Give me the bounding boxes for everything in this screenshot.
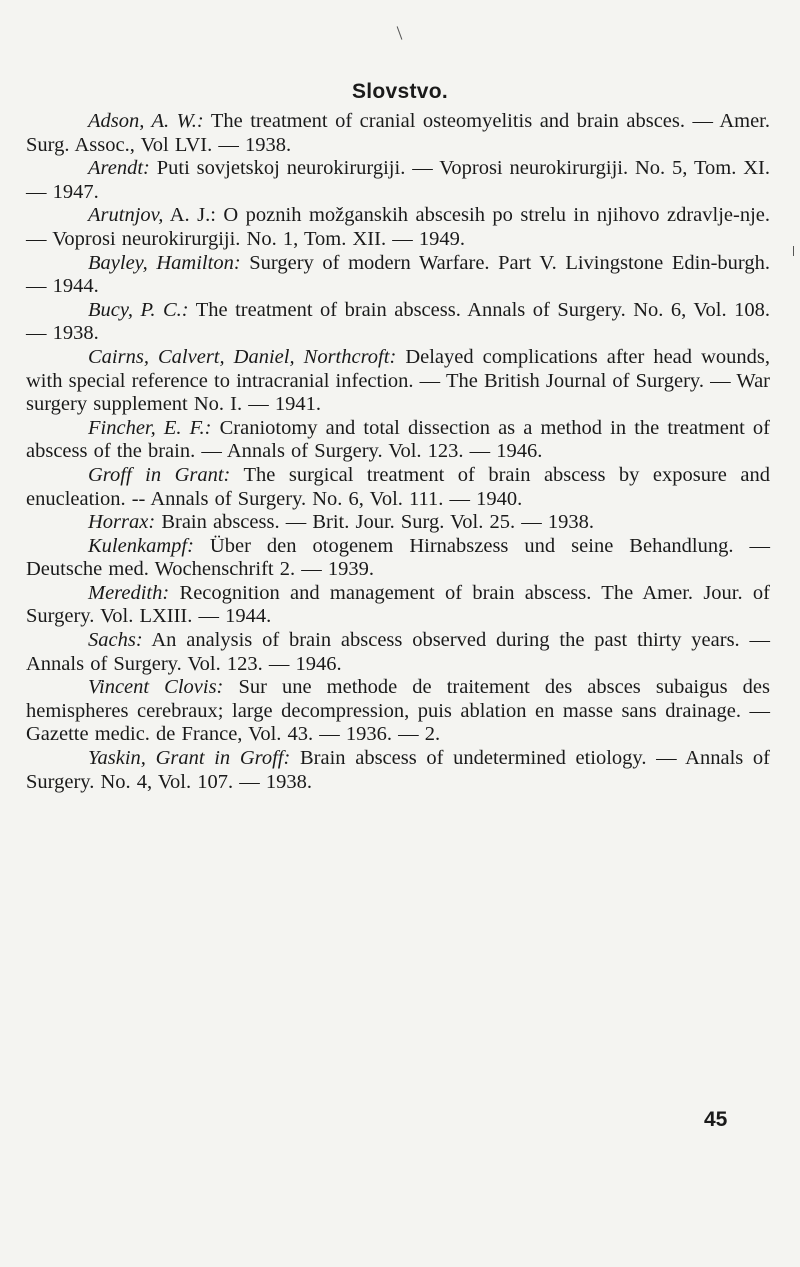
reference-author: Arutnjov, <box>88 204 164 227</box>
reference-entry <box>26 582 770 629</box>
reference-author: Meredith: <box>88 581 170 604</box>
reference-author: Cairns, Calvert, Daniel, Northcroft: <box>88 345 397 368</box>
reference-author: Kulenkampf: <box>88 534 194 557</box>
reference-author: Yaskin, Grant in Groff: <box>88 747 291 770</box>
reference-text: Surgery of modern Warfare. Part V. Livingstone Edin-burgh. — 1944. <box>26 251 770 298</box>
reference-text: Delayed complications after head wounds, with special reference to intracranial infection. — The British Journal of Surgery. — War surgery supplement No. I. — 1941. <box>26 345 770 416</box>
reference-text: Puti sovjetskoj neurokirurgiji. — Voprosi neurokirurgiji. No. 5, Tom. XI. — 1947. <box>26 157 770 203</box>
reference-text: Über den otogenem Hirnabszess und seine Behandlung. — Deutsche med. Wochenschrift 2. — 1939. <box>26 534 770 581</box>
reference-text: The treatment of cranial osteomyelitis and brain absces. — Amer. Surg. Assoc., Vol LVI. — 1938. <box>26 110 770 156</box>
reference-text: Craniotomy and total dissection as a method in the treatment of abscess of the brain. — Annals of Surgery. Vol. 123. — 1946. <box>26 416 770 463</box>
reference-text: Recognition and management of brain abscess. The Amer. Jour. of Surgery. Vol. LXIII. — 1944. <box>26 581 770 628</box>
reference-entry <box>26 747 770 794</box>
reference-author: Bayley, Hamilton: <box>88 251 241 274</box>
reference-text: The treatment of brain abscess. Annals of Surgery. No. 6, Vol. 108. — 1938. <box>26 298 770 345</box>
reference-author: Adson, A. W.: <box>88 110 204 132</box>
reference-entry <box>26 511 770 535</box>
reference-text: A. J.: O poznih možganskih abscesih po strelu in njihovo zdravlje-nje. — Voprosi neurokirurgiji. No. 1, Tom. XII. — 1949. <box>26 204 770 250</box>
reference-text: Brain abscess of undetermined etiology. — Annals of Surgery. No. 4, Vol. 107. — 1938. <box>26 747 770 793</box>
reference-entry <box>26 157 770 204</box>
reference-entry <box>26 252 770 299</box>
scan-speck <box>793 246 794 256</box>
reference-entry <box>26 535 770 582</box>
reference-entry <box>26 629 770 676</box>
reference-entry <box>26 676 770 747</box>
reference-entry <box>26 110 770 157</box>
reference-entry <box>26 299 770 346</box>
reference-text: Sur une methode de traitement des absces subaigus des hemispheres cerebraux; large decompression, puis ablation en masse sans drainage. — Gazette medic. de France, Vol. 43. — 1936. — 2. <box>26 676 770 746</box>
reference-author: Arendt: <box>88 157 150 180</box>
scan-speck <box>397 26 403 39</box>
reference-text: An analysis of brain abscess observed during the past thirty years. — Annals of Surgery. Vol. 123. — 1946. <box>26 629 770 675</box>
page-heading: Slovstvo. <box>351 80 449 103</box>
reference-author: Groff in Grant: <box>88 463 231 486</box>
reference-list <box>26 110 770 794</box>
reference-entry <box>26 204 770 251</box>
reference-text: Brain abscess. — Brit. Jour. Surg. Vol. 25. — 1938. <box>155 511 594 534</box>
reference-author: Vincent Clovis: <box>88 676 224 699</box>
reference-entry <box>26 346 770 417</box>
reference-entry <box>26 464 770 511</box>
page-number: 45 <box>704 1108 728 1131</box>
reference-entry <box>26 417 770 464</box>
reference-author: Fincher, E. F.: <box>88 416 212 439</box>
reference-author: Bucy, P. C.: <box>88 298 189 321</box>
reference-text: The surgical treatment of brain abscess by exposure and enucleation. -- Annals of Surgery. No. 6, Vol. 111. — 1940. <box>26 463 770 510</box>
reference-author: Sachs: <box>88 629 143 652</box>
reference-author: Horrax: <box>88 511 156 534</box>
